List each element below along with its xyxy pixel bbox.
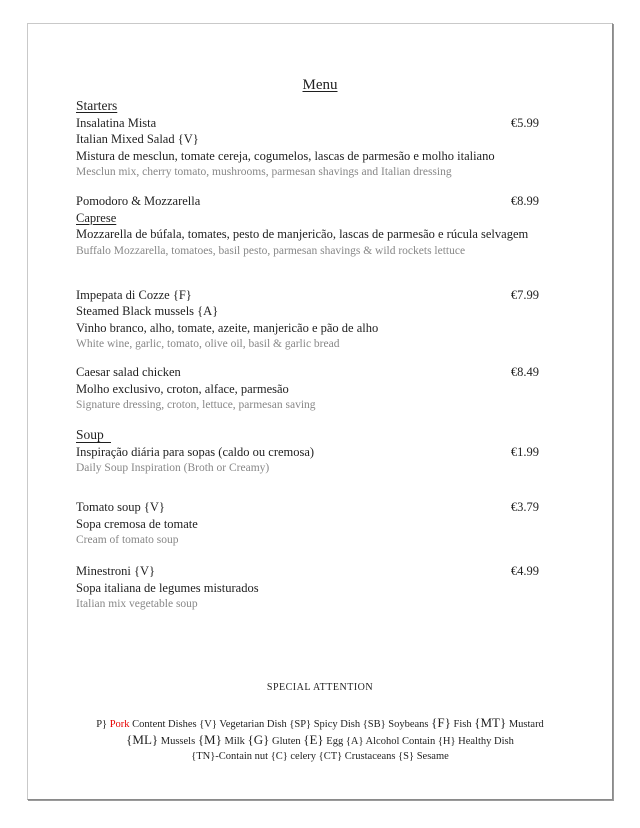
menu-item-caesar — [76, 364, 539, 414]
section-starters — [76, 98, 539, 414]
legend-segment: Content Dishes {V} Vegetarian Dish {SP} Spicy Dish {SB} Soybeans — [129, 719, 432, 730]
legend-line-1 — [28, 715, 612, 732]
legend-segment: Mustard — [506, 719, 544, 730]
item-description-pt: Sopa cremosa de tomate — [76, 516, 198, 531]
item-description-en: Buffalo Mozzarella, tomatoes, basil pesto, parmesan shavings & wild rockets lettuce — [76, 244, 466, 257]
legend-token-mustard: {MT} — [474, 715, 507, 730]
item-name-row — [76, 193, 539, 210]
item-description-en: Cream of tomato soup — [76, 534, 179, 546]
special-attention-heading: SPECIAL ATTENTION — [266, 682, 374, 693]
section-soup-title: Soup — [76, 428, 111, 443]
item-price: €5.99 — [510, 115, 539, 130]
legend-token-mussels: {ML} — [126, 732, 159, 748]
item-description-pt: Sopa italiana de legumes misturados — [76, 580, 259, 595]
legend-segment: Egg {A} Alcohol Contain {H} Healthy Dish — [323, 736, 514, 748]
item-subtitle — [76, 210, 539, 227]
page-title: Menu — [302, 77, 338, 93]
legend-line-3: {TN}-Contain nut {C} celery {CT} Crustaceans {S} Sesame — [191, 751, 449, 763]
item-description-pt: Vinho branco, alho, tomate, azeite, manjericão e pão de alho — [76, 320, 379, 335]
item-name: Impepata di Cozze {F} — [76, 287, 192, 302]
item-name: Pomodoro & Mozzarella — [76, 194, 201, 208]
menu-item-minestroni — [76, 563, 539, 613]
item-price: €8.99 — [510, 194, 539, 208]
item-subtitle-underlined: Caprese — [76, 210, 117, 225]
item-description-pt: Mozzarella de búfala, tomates, pesto de manjericão, lascas de parmesão e rúcula selvagem — [76, 227, 529, 241]
item-description-en: Italian mix vegetable soup — [76, 598, 198, 610]
item-name-row — [76, 444, 539, 461]
legend-segment: Gluten — [269, 736, 304, 748]
legend-segment: Mussels — [158, 736, 198, 748]
menu-content — [28, 98, 612, 613]
menu-item-pomodoro — [76, 193, 539, 260]
item-subtitle: Italian Mixed Salad {V} — [76, 132, 199, 146]
item-subtitle: Steamed Black mussels {A} — [76, 304, 219, 318]
menu-item-insalatina — [76, 115, 539, 182]
item-name: Insalatina Mista — [76, 115, 157, 130]
item-price: €4.99 — [510, 564, 539, 578]
item-price: €8.49 — [510, 365, 539, 379]
item-name: Tomato soup {V} — [76, 500, 165, 514]
menu-page — [27, 23, 613, 800]
legend-segment: Fish — [450, 719, 475, 730]
item-description-en: Mesclun mix, cherry tomato, mushrooms, parmesan shavings and Italian dressing — [76, 166, 452, 178]
item-description-en: Signature dressing, croton, lettuce, parmesan saving — [76, 399, 316, 411]
item-name-row — [76, 287, 539, 304]
menu-item-soup-inspiration — [76, 444, 539, 478]
item-name-row — [76, 499, 539, 516]
legend-pork-red: Pork — [109, 719, 130, 730]
section-soup-header — [76, 427, 539, 444]
item-price: €1.99 — [510, 444, 539, 459]
item-name: Inspiração diária para sopas (caldo ou cremosa) — [76, 444, 315, 459]
item-description-pt: Molho exclusivo, croton, alface, parmesão — [76, 381, 289, 396]
item-description-pt: Mistura de mesclun, tomate cereja, cogumelos, lascas de parmesão e molho italiano — [76, 148, 495, 163]
legend-segment: P} — [96, 719, 110, 730]
allergen-legend — [28, 715, 612, 765]
section-soup — [76, 427, 539, 613]
item-price: €7.99 — [510, 287, 539, 302]
item-description-en: White wine, garlic, tomato, olive oil, basil & garlic bread — [76, 338, 340, 350]
item-description-en: Daily Soup Inspiration (Broth or Creamy) — [76, 462, 270, 474]
legend-line-2 — [28, 732, 612, 749]
legend-token-egg: {E} — [303, 732, 324, 748]
item-name-row — [76, 563, 539, 580]
item-name: Minestroni {V} — [76, 564, 156, 578]
legend-segment: Milk — [221, 736, 248, 748]
item-name-row — [76, 364, 539, 381]
section-starters-title: Starters — [76, 98, 118, 113]
menu-item-tomato-soup — [76, 499, 539, 549]
legend-token-gluten: {G} — [247, 732, 270, 748]
item-name-row — [76, 115, 539, 132]
legend-token-milk: {M} — [197, 732, 222, 748]
section-starters-header — [76, 98, 539, 115]
legend-token-fish: {F} — [431, 715, 451, 730]
item-name: Caesar salad chicken — [76, 365, 181, 379]
menu-item-impepata — [76, 287, 539, 354]
item-price: €3.79 — [510, 500, 539, 514]
